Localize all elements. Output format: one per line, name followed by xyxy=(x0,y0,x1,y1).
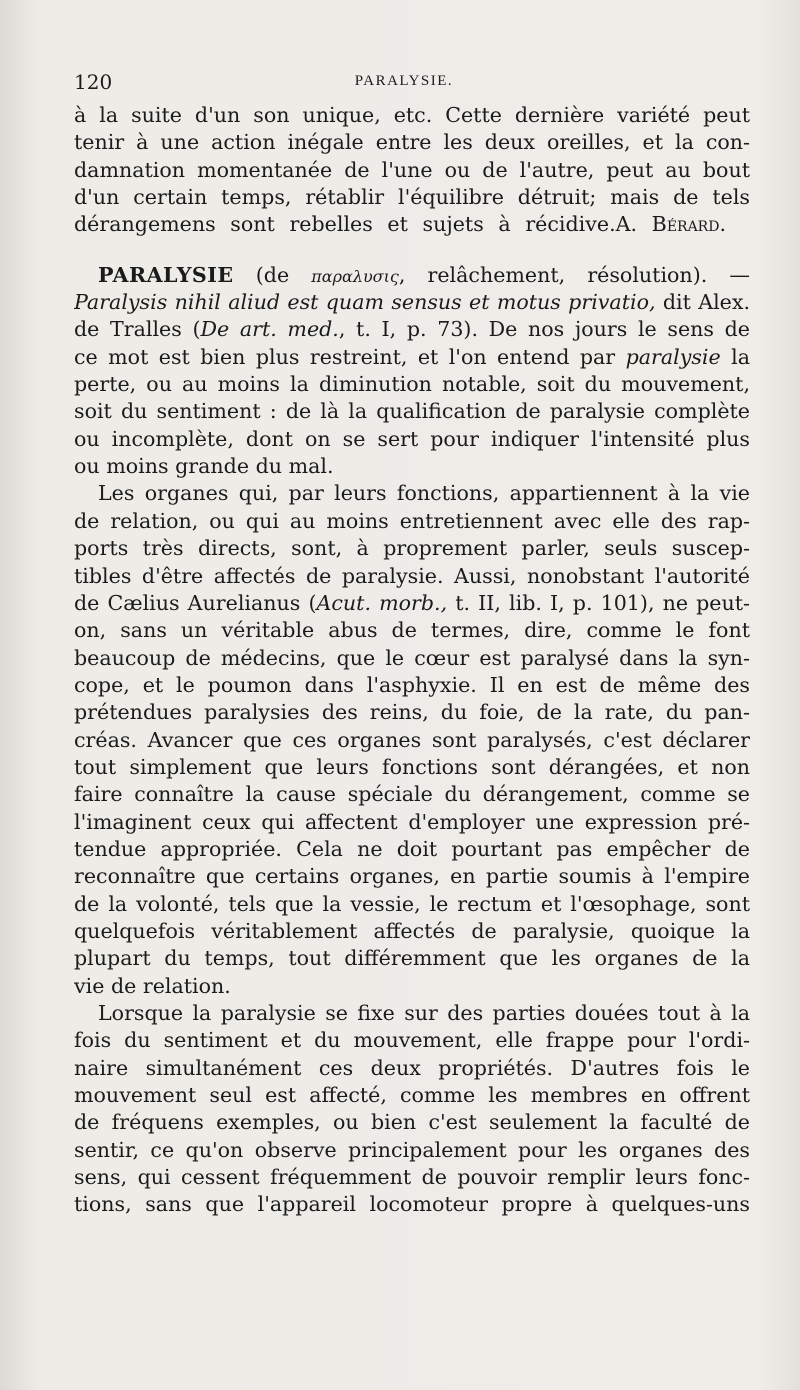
text-line: tibles d'être affectés de paralysie. Aussi, nonobstant l'autorité xyxy=(74,563,750,588)
author-signature: A. Bérard. xyxy=(615,212,726,237)
text-line: tout simplement que leurs fonctions sont dérangées, et non xyxy=(74,754,750,779)
text-line: faire connaître la cause spéciale du dérangement, comme se xyxy=(74,782,750,807)
text-fragment: , t. I, p. 73). De nos jours le sens de xyxy=(338,317,750,342)
text-line xyxy=(74,344,750,371)
text-fragment: de Tralles ( xyxy=(74,317,201,342)
entry-first-line xyxy=(74,262,750,289)
text-line: ou incomplète, dont on se sert pour indiquer l'intensité plus xyxy=(74,426,750,451)
text-line: quelquefois véritablement affectés de paralysie, quoique la xyxy=(74,918,750,943)
emphasis-term: paralysie xyxy=(625,344,721,369)
text-line: tendue appropriée. Cela ne doit pourtant pas empêcher de xyxy=(74,836,750,861)
text-line: fois du sentiment et du mouvement, elle frappe pour l'ordi- xyxy=(74,1028,750,1053)
entry-headword: PARALYSIE xyxy=(98,262,234,287)
text-line: on, sans un véritable abus de termes, dire, comme le font xyxy=(74,618,750,643)
text-line: l'imaginent ceux qui affectent d'employer une expression pré- xyxy=(74,809,750,834)
text-line: naire simultanément ces deux propriétés. D'autres fois le xyxy=(74,1055,750,1080)
text-line: reconnaître que certains organes, en partie soumis à l'empire xyxy=(74,864,750,889)
text-line: d'un certain temps, rétablir l'équilibre détruit; mais de tels xyxy=(74,185,750,210)
text-line: soit du sentiment : de là la qualification de paralysie complète xyxy=(74,399,750,424)
text-line: ports très directs, sont, à proprement parler, seuls suscep- xyxy=(74,536,750,561)
text-fragment: dérangemens sont rebelles et sujets à récidive. xyxy=(74,212,616,237)
text-line xyxy=(74,211,750,238)
text-line: sentir, ce qu'on observe principalement pour les organes des xyxy=(74,1137,750,1162)
running-head: PARALYSIE. xyxy=(354,73,454,89)
text-line: cope, et le poumon dans l'asphyxie. Il en est de même des xyxy=(74,672,750,697)
text-fragment: dit Alex. xyxy=(662,290,750,315)
text-line: beaucoup de médecins, que le cœur est paralysé dans la syn- xyxy=(74,645,750,670)
text-line: créas. Avancer que ces organes sont paralysés, c'est déclarer xyxy=(74,727,750,752)
text-line: ou moins grande du mal. xyxy=(74,454,334,479)
text-line: à la suite d'un son unique, etc. Cette dernière variété peut xyxy=(74,103,750,127)
text-fragment: , relâchement, résolution). — xyxy=(398,262,750,287)
latin-quote: Paralysis nihil aliud est quam sensus et motus privatio, xyxy=(74,290,656,315)
text-line: plupart du temps, tout différemment que les organes de la xyxy=(74,946,750,971)
page-header xyxy=(74,70,734,96)
text-line xyxy=(74,590,750,617)
text-line: sens, qui cessent fréquemment de pouvoir remplir leurs fonc- xyxy=(74,1165,750,1190)
text-line xyxy=(74,316,750,343)
text-line: prétendues paralysies des reins, du foie, de la rate, du pan- xyxy=(74,700,750,725)
text-line: de relation, ou qui au moins entretiennent avec elle des rap- xyxy=(74,508,750,533)
text-line xyxy=(74,289,750,316)
text-fragment: t. II, lib. I, p. 101), ne peut- xyxy=(447,590,750,615)
text-line: Les organes qui, par leurs fonctions, appartiennent à la vie xyxy=(98,481,750,506)
citation-title: Acut. morb., xyxy=(316,590,448,615)
greek-etymology: παραλυσις xyxy=(311,266,399,286)
text-fragment: de Cælius Aurelianus ( xyxy=(74,590,317,615)
text-line: tenir à une action inégale entre les deux oreilles, et la con- xyxy=(74,130,750,155)
text-line: de la volonté, tels que la vessie, le rectum et l'œsophage, sont xyxy=(74,891,750,916)
text-line: perte, ou au moins la diminution notable, soit du mouvement, xyxy=(74,372,750,397)
text-line: mouvement seul est affecté, comme les membres en offrent xyxy=(74,1083,750,1108)
text-fragment: ce mot est bien plus restreint, et l'on entend par xyxy=(74,344,616,369)
body-text xyxy=(74,102,750,1219)
text-fragment: (de xyxy=(255,262,290,287)
text-line: tions, sans que l'appareil locomoteur propre à quelques-uns xyxy=(74,1192,750,1217)
text-line: Lorsque la paralysie se fixe sur des parties douées tout à la xyxy=(98,1001,750,1025)
text-line: de fréquens exemples, ou bien c'est seulement la faculté de xyxy=(74,1110,750,1135)
text-line: vie de relation. xyxy=(74,973,231,998)
citation-title: De art. med. xyxy=(200,317,339,342)
text-fragment: la xyxy=(731,344,750,369)
entry-gap xyxy=(74,239,750,262)
page-number: 120 xyxy=(74,70,113,94)
text-line: damnation momentanée de l'une ou de l'autre, peut au bout xyxy=(74,157,750,182)
